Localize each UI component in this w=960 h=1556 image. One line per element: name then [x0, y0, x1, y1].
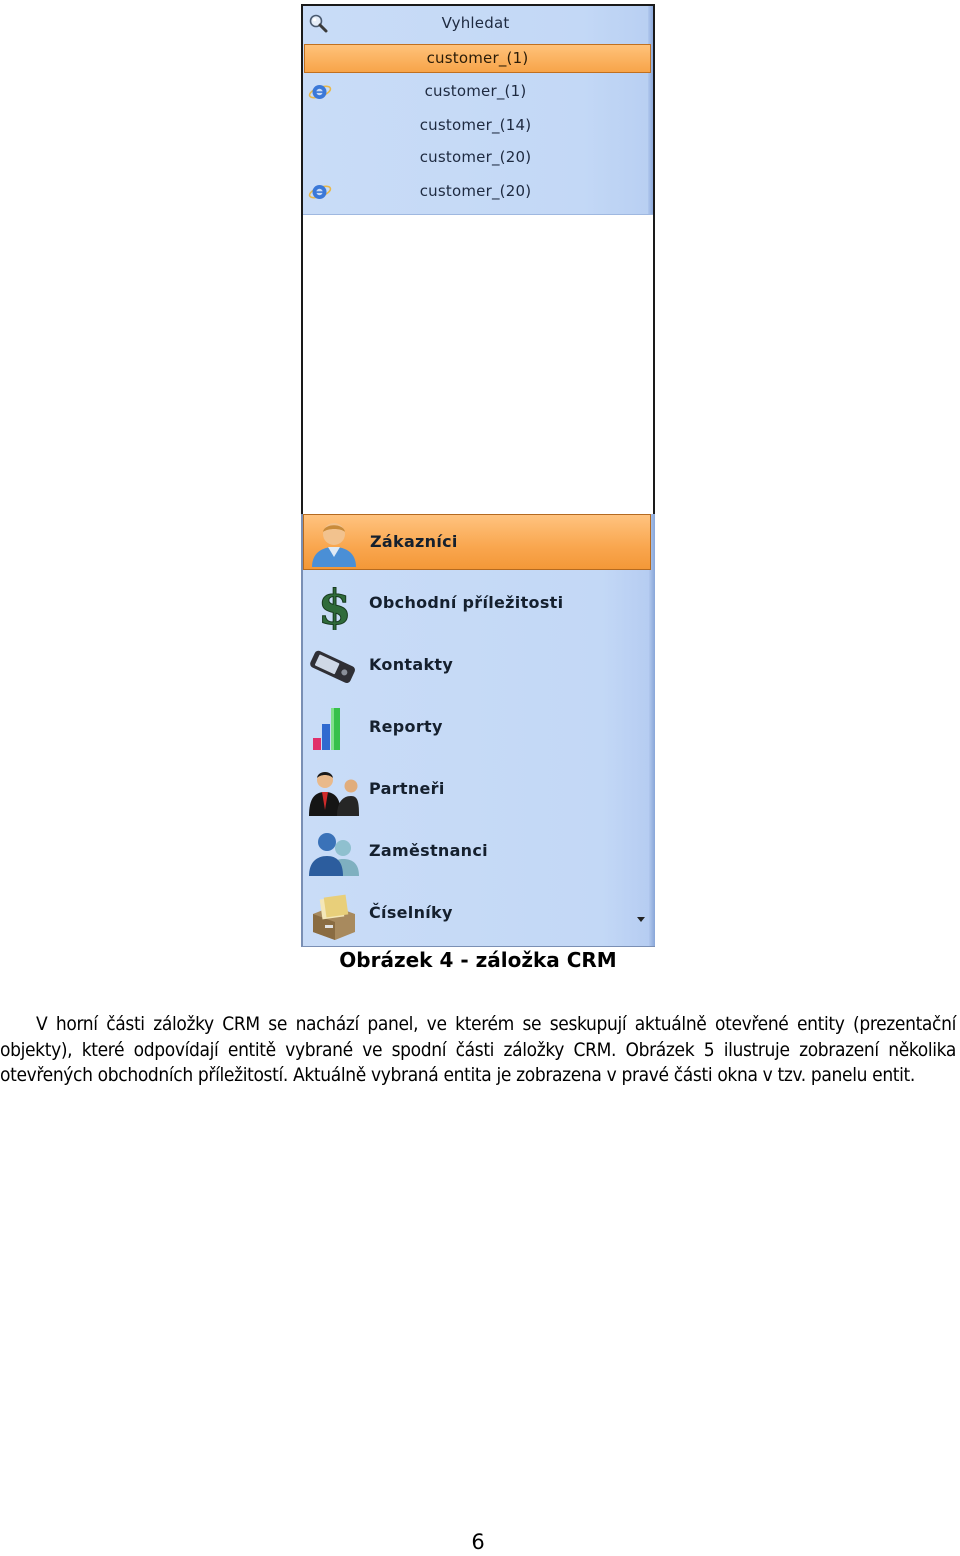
search-label: Vyhledat: [441, 14, 510, 32]
svg-text:$: $: [318, 580, 352, 630]
crm-tab-screenshot: [301, 4, 655, 947]
nav-item-label: Zaměstnanci: [369, 841, 488, 860]
open-entity-item[interactable]: [304, 44, 651, 73]
figure-caption: Obrázek 4 - záložka CRM: [339, 948, 617, 972]
bar-chart-icon: [307, 702, 359, 754]
card-box-icon: [307, 888, 359, 940]
body-paragraph-text: V horní části záložky CRM se nachází panel, ve kterém se seskupují aktuálně otevřené entity (prezentační objekty), které odpovídají entitě vybrané ve spodní části záložky CRM. Obrázek 5 ilustruje zobrazení několika otevřených obchodních příležitostí. Aktuálně vybraná entita je zobrazena v pravé části okna v tzv. panelu entit.: [0, 1013, 956, 1086]
open-entities-list: [303, 6, 653, 215]
nav-item-label: Obchodní příležitosti: [369, 593, 564, 612]
body-paragraph: [0, 1012, 956, 1089]
nav-item-label: Zákazníci: [370, 532, 458, 551]
employees-icon: [307, 826, 359, 878]
nav-item-reporty[interactable]: [303, 700, 651, 756]
page-number: 6: [471, 1530, 485, 1554]
open-entity-item[interactable]: [303, 78, 653, 106]
open-entity-label: customer_(1): [424, 82, 527, 100]
open-entity-item[interactable]: [303, 144, 653, 172]
nav-item-partneri[interactable]: [303, 762, 651, 818]
nav-item-label: Číselníky: [369, 903, 453, 922]
nav-item-zakaznici[interactable]: [303, 514, 651, 570]
nav-item-label: Reporty: [369, 717, 443, 736]
chevron-down-icon[interactable]: [637, 917, 645, 922]
nav-item-kontakty[interactable]: [303, 638, 651, 694]
dollar-icon: [307, 578, 359, 630]
search-row[interactable]: [303, 10, 653, 38]
open-entities-panel: [301, 4, 655, 516]
open-entity-item[interactable]: [303, 178, 653, 206]
open-entity-label: customer_(20): [419, 182, 532, 200]
businessmen-icon: [307, 764, 359, 816]
nav-item-obchodni-prilezitosti[interactable]: [303, 576, 651, 632]
entity-navigation-panel: [301, 514, 655, 947]
open-entity-label: customer_(1): [426, 49, 529, 67]
customer-person-icon: [308, 517, 360, 569]
open-entity-item[interactable]: [303, 112, 653, 140]
phone-icon: [307, 640, 359, 692]
nav-item-label: Partneři: [369, 779, 445, 798]
open-entity-label: customer_(20): [419, 148, 532, 166]
nav-item-ciselniky[interactable]: [303, 886, 651, 942]
open-entity-label: customer_(14): [419, 116, 532, 134]
nav-item-zamestnanci[interactable]: [303, 824, 651, 880]
nav-item-label: Kontakty: [369, 655, 454, 674]
